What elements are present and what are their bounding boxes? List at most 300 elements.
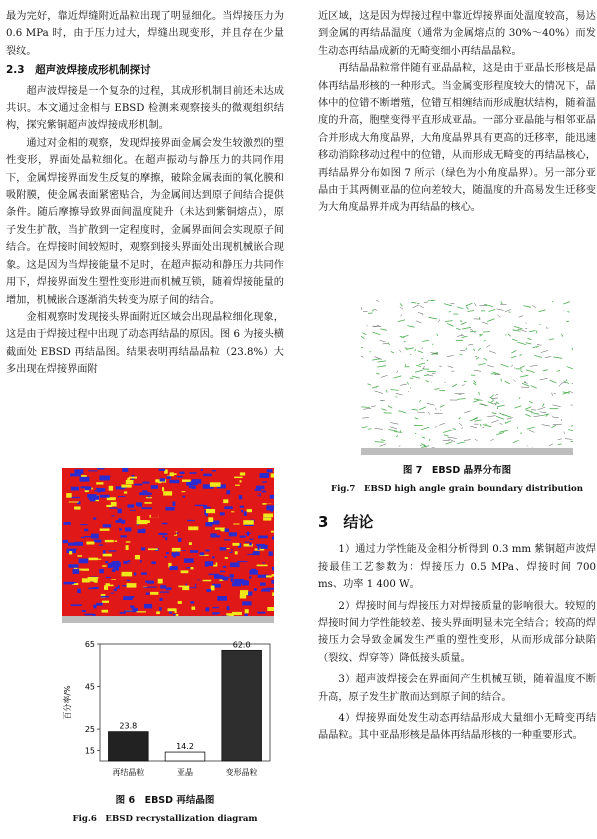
grain-patch — [184, 558, 194, 563]
grain-patch — [212, 556, 215, 558]
grain-patch — [223, 566, 226, 568]
grain-patch — [105, 561, 108, 563]
grain-patch — [233, 524, 239, 525]
grain-patch — [93, 605, 96, 609]
grain-patch — [242, 601, 251, 605]
grain-patch — [205, 564, 209, 567]
grain-patch — [168, 604, 176, 607]
grain-patch — [91, 534, 99, 539]
grain-patch — [81, 486, 90, 488]
grain-patch — [169, 612, 172, 614]
grain-patch — [86, 542, 94, 545]
grain-patch — [96, 603, 103, 606]
grain-patch — [160, 478, 166, 481]
grain-patch — [93, 581, 97, 582]
grain-patch — [163, 491, 172, 495]
grain-patch — [205, 550, 209, 552]
grain-patch — [183, 496, 186, 498]
grain-patch — [267, 588, 274, 590]
grain-patch — [170, 593, 174, 598]
grain-patch — [230, 470, 239, 473]
grain-patch — [82, 578, 90, 582]
grain-patch — [158, 533, 167, 535]
grain-patch — [99, 569, 104, 573]
grain-patch — [135, 555, 140, 559]
left-column — [6, 8, 284, 379]
grain-patch — [84, 529, 88, 532]
grain-patch — [245, 542, 249, 543]
grain-patch — [177, 476, 183, 478]
grain-patch — [198, 508, 203, 509]
grain-patch — [240, 536, 246, 538]
grain-patch — [206, 515, 208, 517]
grain-patch — [113, 566, 119, 571]
x-category-label: 亚晶 — [177, 768, 193, 777]
grain-patch — [63, 540, 68, 543]
grain-patch — [75, 579, 81, 582]
grain-patch — [269, 551, 273, 555]
grain-patch — [109, 486, 113, 491]
grain-patch — [85, 614, 94, 616]
grain-patch — [189, 472, 197, 474]
grain-patch — [204, 499, 215, 502]
grain-patch — [138, 588, 148, 592]
grain-patch — [170, 566, 178, 570]
grain-patch — [266, 505, 274, 510]
grain-patch — [71, 604, 82, 606]
grain-patch — [189, 542, 192, 545]
grain-patch — [207, 494, 216, 497]
grain-patch — [100, 529, 110, 531]
grain-patch — [119, 557, 121, 559]
grain-patch — [114, 589, 117, 591]
figure-caption-cn: 图 6 EBSD 再结晶图 — [115, 795, 215, 806]
bar-value-label: 14.2 — [176, 742, 194, 752]
grain-patch — [160, 598, 163, 601]
grain-patch — [126, 541, 131, 542]
figure-caption-cn: 图 7 EBSD 晶界分布图 — [402, 465, 512, 476]
grain-patch — [230, 574, 235, 577]
grain-patch — [270, 495, 274, 499]
grain-patch — [193, 596, 203, 598]
paragraph: 再结晶晶粒常伴随有亚晶晶粒，这是由于亚晶长形核是晶体再结晶形核的一种形式。当金属变形程度较大的情况下，晶体中的位错不断增殖，位错互相缠结而形成胞状结构，随着温度的升高，胞壁变得平直形成亚晶。一部分亚晶能与相邻亚晶合并形成大角度晶界，大角度晶界具有更高的迁移率，能迅速移动消除移动过程中的位错，从而形成无畸变的再结晶核心，再结晶界分布如图 7 所示（绿色为小角度晶界）。另一部分亚晶由于其两侧亚晶的位向差较大，随温度的升高易发生迁移变为大角度晶界并成为再结晶的核心。 — [318, 63, 596, 214]
grain-patch — [237, 561, 247, 562]
grain-patch — [136, 497, 141, 500]
grain-patch — [200, 552, 205, 555]
grain-patch — [178, 538, 182, 542]
y-tick-label: 65 — [84, 640, 95, 649]
grain-patch — [163, 536, 165, 538]
grain-patch — [267, 469, 273, 472]
paragraph: 金相观察时发现接头界面附近区域会出现晶粒细化现象，这是由于焊接过程中出现了动态再结晶的原因。图 6 为接头横截面处 EBSD 再结晶图。结果表明再结晶晶粒（23.8%）大多出现在焊接界面附 — [6, 311, 284, 376]
grain-patch — [69, 564, 79, 568]
grain-patch — [134, 575, 142, 578]
grain-patch — [190, 601, 194, 603]
grain-patch — [99, 545, 103, 546]
grain-patch — [240, 480, 242, 482]
grain-patch — [94, 540, 102, 543]
grain-patch — [112, 561, 119, 565]
grain-patch — [192, 607, 196, 610]
grain-patch — [151, 515, 159, 518]
grain-patch — [220, 512, 225, 515]
grain-patch — [182, 491, 186, 492]
grain-patch — [192, 479, 201, 484]
grain-patch — [128, 504, 135, 507]
grain-patch — [64, 522, 71, 525]
grain-patch — [70, 497, 80, 498]
paragraph: 超声波焊接是一个复杂的过程，其成形机制目前还未达成共识。本文通过金相与 EBSD 检测来观察接头的微观组织结构，探究紫铜超声波焊接成形机制。 — [6, 85, 284, 132]
grain-patch — [197, 496, 208, 498]
grain-patch — [182, 480, 191, 482]
grain-patch — [249, 570, 258, 575]
figure-caption-en: Fig.6 EBSD recrystallization diagram — [72, 814, 258, 824]
grain-patch — [84, 470, 88, 474]
grain-patch — [65, 580, 71, 581]
grain-patch — [232, 612, 242, 615]
grain-patch — [65, 590, 73, 593]
grain-patch — [79, 559, 89, 564]
grain-patch — [261, 590, 270, 592]
grain-patch — [100, 495, 110, 498]
grain-patch — [62, 515, 67, 519]
grain-patch — [217, 533, 226, 535]
grain-boundary-line — [484, 341, 486, 342]
grain-patch — [188, 526, 198, 530]
grain-patch — [234, 579, 244, 584]
grain-patch — [69, 551, 72, 554]
grain-patch — [216, 509, 227, 512]
grain-patch — [141, 572, 147, 574]
grain-patch — [244, 511, 247, 516]
grain-patch — [203, 606, 206, 608]
grain-patch — [149, 526, 153, 527]
grain-patch — [263, 514, 273, 518]
grain-patch — [212, 470, 216, 472]
grain-patch — [220, 571, 225, 573]
grain-patch — [142, 490, 147, 492]
grain-patch — [211, 586, 215, 591]
grain-patch — [266, 484, 272, 489]
bar — [109, 732, 149, 761]
grain-patch — [208, 517, 213, 522]
grain-patch — [260, 473, 270, 478]
grain-patch — [166, 552, 169, 554]
grain-patch — [205, 522, 212, 526]
grain-patch — [159, 607, 162, 611]
grain-patch — [223, 499, 228, 503]
grain-patch — [247, 554, 254, 555]
grain-patch — [258, 546, 260, 550]
grain-patch — [102, 610, 109, 613]
grain-patch — [148, 496, 151, 497]
grain-patch — [172, 548, 181, 552]
ebsd-recrystallization-map — [62, 468, 274, 623]
grain-patch — [95, 490, 101, 491]
grain-patch — [89, 558, 98, 561]
grain-patch — [131, 560, 141, 564]
grain-patch — [239, 495, 243, 499]
grain-patch — [68, 543, 74, 546]
grain-patch — [191, 567, 194, 569]
conclusion-item: 1）通过力学性能及金相分析得到 0.3 mm 紫铜超声波焊接最佳工艺参数为：焊接压力 0.5 MPa、焊接时间 700 ms、功率 1 400 W。 — [318, 544, 596, 591]
grain-patch — [74, 469, 83, 474]
grain-patch — [141, 599, 151, 602]
grain-patch — [85, 540, 91, 541]
grain-patch — [144, 604, 152, 609]
grain-boundary-line — [375, 442, 384, 443]
paragraph: 通过对金相的观察，发现焊接界面金属会发生较激烈的塑性变形，界面处晶粒细化。在超声振动与静压力的共同作用下，金属焊接界面发生反复的摩擦，破除金属表面的氧化膜和吸附膜，使金属表面紧密贴合，为金属间达到原子间结合提供条件。随后摩擦导致界面间温度陡升（未达到紫铜熔点），原子发生扩散，当扩散到一定程度时，金属界面间会实现原子间结合。在焊接时间较短时，观察到接头界面处出现机械嵌合现象。这是因为当焊接能量不足时，在超声振动和静压力共同作用下，焊接界面发生塑性变形进而机械互锁，随着焊接能量的增加，机械嵌合逐渐消失转变为原子间的结合。 — [6, 137, 284, 306]
grain-patch — [124, 611, 133, 612]
grain-patch — [245, 525, 254, 526]
grain-patch — [156, 611, 160, 614]
grain-patch — [203, 474, 212, 477]
grain-patch — [222, 577, 228, 581]
grain-patch — [130, 596, 134, 598]
grain-patch — [141, 524, 148, 525]
grain-patch — [271, 531, 274, 533]
grain-patch — [257, 565, 268, 567]
grain-patch — [112, 515, 115, 516]
grain-patch — [212, 531, 221, 533]
grain-patch — [101, 596, 109, 598]
grain-patch — [72, 582, 77, 583]
grain-patch — [226, 490, 230, 494]
grain-patch — [118, 509, 122, 514]
grain-patch — [102, 601, 109, 603]
grain-patch — [190, 550, 198, 553]
grain-patch — [240, 472, 245, 475]
grain-patch — [103, 554, 112, 557]
grain-patch — [220, 547, 227, 550]
grain-patch — [240, 502, 247, 505]
grain-patch — [176, 614, 179, 616]
grain-patch — [141, 507, 152, 509]
grain-patch — [225, 557, 228, 559]
grain-patch — [220, 488, 224, 492]
conclusion-item: 3）超声波焊接会在界面间产生机械互锁，随着温度不断升高，原子发生扩散而达到原子间的结合。 — [318, 674, 596, 703]
grain-patch — [109, 507, 117, 508]
grain-patch — [165, 537, 167, 541]
figure-7-caption — [318, 462, 596, 494]
grain-patch — [106, 505, 112, 507]
grain-patch — [258, 536, 268, 539]
grain-patch — [195, 505, 205, 506]
grain-patch — [103, 550, 106, 554]
grain-patch — [137, 611, 146, 612]
grain-patch — [121, 485, 131, 488]
grain-patch — [225, 516, 233, 520]
grain-patch — [247, 493, 249, 497]
grain-patch — [96, 482, 103, 484]
grain-patch — [168, 608, 175, 611]
bar-chart-svg — [60, 636, 280, 786]
grain-patch — [180, 472, 185, 474]
grain-patch — [143, 482, 150, 484]
grain-patch — [65, 488, 70, 491]
grain-patch — [78, 569, 89, 571]
grain-patch — [93, 517, 96, 519]
y-tick-label: 15 — [84, 746, 95, 756]
grain-patch — [272, 536, 274, 539]
grain-patch — [271, 580, 274, 584]
grain-patch — [160, 585, 166, 588]
grain-patch — [67, 528, 74, 530]
grain-patch — [135, 527, 142, 529]
grain-patch — [156, 470, 158, 473]
grain-patch — [175, 608, 177, 613]
grain-patch — [162, 523, 168, 525]
grain-patch — [122, 572, 133, 577]
grain-patch — [102, 565, 106, 566]
grain-patch — [123, 604, 130, 607]
grain-patch — [170, 531, 177, 535]
grain-patch — [111, 469, 119, 471]
grain-patch — [108, 563, 113, 568]
grain-patch — [150, 592, 158, 595]
grain-patch — [257, 612, 265, 614]
grain-patch — [246, 533, 252, 534]
grain-patch — [71, 487, 79, 491]
grain-boundary-line — [460, 321, 463, 322]
grain-patch — [174, 587, 182, 592]
right-column-top — [318, 8, 596, 308]
grain-patch — [111, 593, 115, 594]
y-tick-label: 25 — [84, 725, 95, 735]
grain-patch — [89, 495, 100, 500]
grain-patch — [118, 518, 121, 520]
grain-patch — [126, 545, 129, 550]
grain-patch — [141, 547, 145, 550]
grain-patch — [198, 609, 201, 613]
grain-patch — [165, 507, 174, 511]
grain-patch — [235, 551, 238, 554]
grain-patch — [167, 476, 172, 479]
grain-patch — [218, 614, 224, 615]
grain-patch — [227, 549, 232, 552]
grain-patch — [253, 514, 262, 515]
grain-patch — [151, 485, 158, 489]
paragraph: 最为完好，靠近焊缝附近晶粒出现了明显细化。当焊接压力为 0.6 MPa 时，由于压力过大，焊缝出现变形，并且存在少量裂纹。 — [6, 11, 284, 57]
grain-patch — [122, 468, 128, 472]
grain-patch — [113, 576, 121, 579]
grain-patch — [132, 472, 138, 474]
grain-patch — [94, 600, 97, 603]
grain-patch — [250, 579, 256, 584]
grain-patch — [244, 589, 247, 590]
grain-patch — [209, 574, 220, 575]
grain-patch — [243, 520, 254, 525]
recrystallization-bar-chart — [60, 636, 280, 786]
grain-patch — [247, 509, 252, 512]
grain-patch — [120, 612, 126, 614]
grain-boundary-line — [396, 397, 398, 398]
grain-patch — [81, 514, 87, 518]
grain-patch — [234, 519, 241, 520]
grain-patch — [127, 583, 137, 588]
grain-patch — [225, 589, 234, 593]
conclusion-item: 4）焊接界面处发生动态再结晶形成大量细小无畸变再结晶晶粒。其中亚晶形核是晶体再结晶形核的一种重要形式。 — [318, 713, 596, 742]
grain-patch — [196, 473, 199, 477]
map-background — [361, 300, 573, 455]
grain-patch — [80, 531, 82, 534]
grain-patch — [263, 517, 271, 520]
grain-patch — [97, 468, 105, 469]
grain-patch — [130, 510, 136, 511]
grain-patch — [206, 589, 211, 592]
grain-patch — [116, 520, 125, 523]
grain-patch — [243, 547, 250, 549]
grain-patch — [190, 500, 195, 504]
section-title: 2.3 超声波焊接成形机制探讨 — [6, 64, 151, 77]
grain-patch — [234, 477, 243, 479]
grain-patch — [158, 481, 162, 483]
conclusion-item: 2）焊接时间与焊接压力对焊接质量的影响很大。较短的焊接时间力学性能较差、接头界面明显未完全结合；较高的焊接压力会导致金属发生严重的塑性变形，从而形成部分缺陷（裂纹、焊穿等）降低接头质量。 — [318, 600, 596, 664]
grain-patch — [235, 485, 240, 486]
figure-6-caption — [40, 792, 290, 824]
grain-patch — [148, 548, 158, 550]
grain-patch — [77, 555, 82, 557]
grain-boundary-image — [361, 300, 573, 455]
grain-patch — [105, 540, 114, 542]
grain-patch — [66, 493, 72, 498]
grain-patch — [162, 487, 164, 491]
bar — [165, 752, 205, 761]
grain-patch — [181, 570, 189, 573]
grain-patch — [214, 575, 223, 579]
grain-patch — [255, 489, 261, 491]
grain-patch — [224, 506, 233, 509]
grain-patch — [131, 606, 134, 609]
grain-patch — [77, 589, 81, 594]
grain-patch — [213, 607, 219, 608]
grain-patch — [169, 480, 179, 483]
grain-patch — [118, 496, 125, 497]
grain-patch — [110, 580, 117, 585]
grain-patch — [134, 484, 142, 486]
y-tick-label: 45 — [84, 682, 95, 692]
grain-patch — [88, 470, 97, 471]
paragraph: 近区域，这是因为焊接过程中靠近焊接界面处温度较高，易达到金属的再结晶温度（通常为金属熔点的 30%～40%）而发生动态再结晶成新的无畸变细小再结晶晶粒。 — [318, 11, 596, 57]
grain-patch — [158, 579, 163, 584]
grain-patch — [262, 562, 265, 563]
grain-patch — [109, 550, 117, 551]
grain-patch — [272, 567, 274, 571]
grain-patch — [232, 543, 239, 546]
grain-patch — [262, 481, 267, 482]
grain-patch — [136, 502, 141, 506]
grain-patch — [148, 587, 157, 588]
grain-patch — [210, 533, 216, 537]
grain-patch — [262, 491, 267, 493]
grain-patch — [272, 574, 274, 576]
grain-patch — [142, 576, 153, 578]
grain-patch — [192, 486, 196, 489]
grain-patch — [104, 547, 109, 548]
grain-patch — [129, 477, 137, 479]
grain-patch — [80, 524, 87, 525]
grain-patch — [101, 476, 111, 478]
x-category-label: 再结晶粒 — [112, 768, 145, 777]
grain-patch — [125, 523, 131, 527]
grain-patch — [74, 543, 77, 544]
grain-patch — [225, 529, 229, 533]
grain-patch — [272, 592, 274, 596]
grain-patch — [152, 493, 155, 496]
grain-patch — [137, 567, 144, 571]
grain-patch — [127, 580, 130, 581]
grain-patch — [111, 530, 116, 533]
